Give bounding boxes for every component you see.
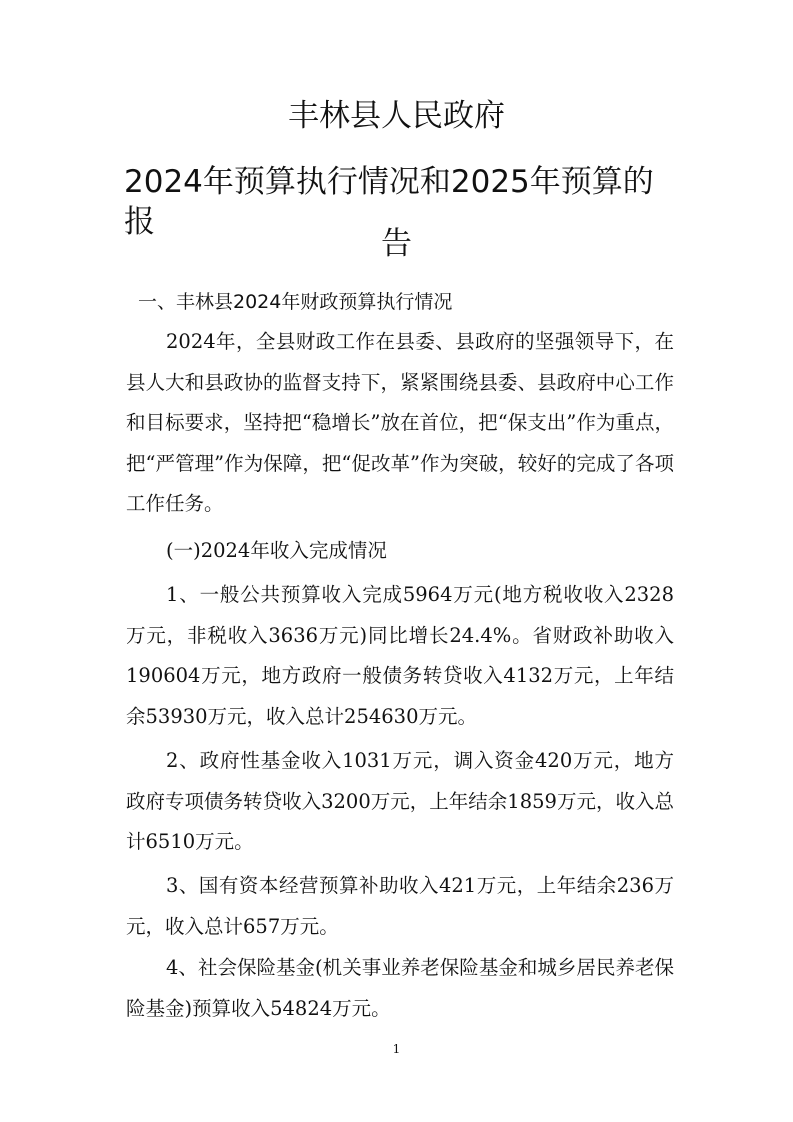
document-title-line3: 告 [381,226,412,262]
page-number: 1 [392,1042,401,1056]
revenue-item-2: 2、政府性基金收入1031万元，调入资金420万元，地方政府专项债务转贷收入3200万元，上年结余1859万元，收入总计6510万元。 [126,749,674,853]
section-heading: 一、丰林县2024年财政预算执行情况 [138,291,453,313]
revenue-item-1: 1、一般公共预算收入完成5964万元(地方税收收入2328万元，非税收入3636万元)同比增长24.4%。省财政补助收入190604万元，地方政府一般债务转贷收入4132万元，上年结余53930万元，收入总计254630万元。 [126,583,674,728]
revenue-item-4: 4、社会保险基金(机关事业养老保险基金和城乡居民养老保险基金)预算收入54824万元。 [126,956,674,1020]
subsection-heading: (一)2024年收入完成情况 [166,539,387,562]
revenue-item-3: 3、国有资本经营预算补助收入421万元，上年结余236万元，收入总计657万元。 [126,874,674,938]
document-title-line2: 2024年预算执行情况和2025年预算的报 [124,164,654,240]
intro-paragraph: 2024年，全县财政工作在县委、县政府的坚强领导下，在县人大和县政协的监督支持下，紧紧围绕县委、县政府中心工作和目标要求，坚持把“稳增长”放在首位，把“保支出”作为重点，把“严管理”作为保障，把“促改革”作为突破，较好的完成了各项工作任务。 [126,330,674,515]
document-title-line1: 丰林县人民政府 [288,98,505,134]
